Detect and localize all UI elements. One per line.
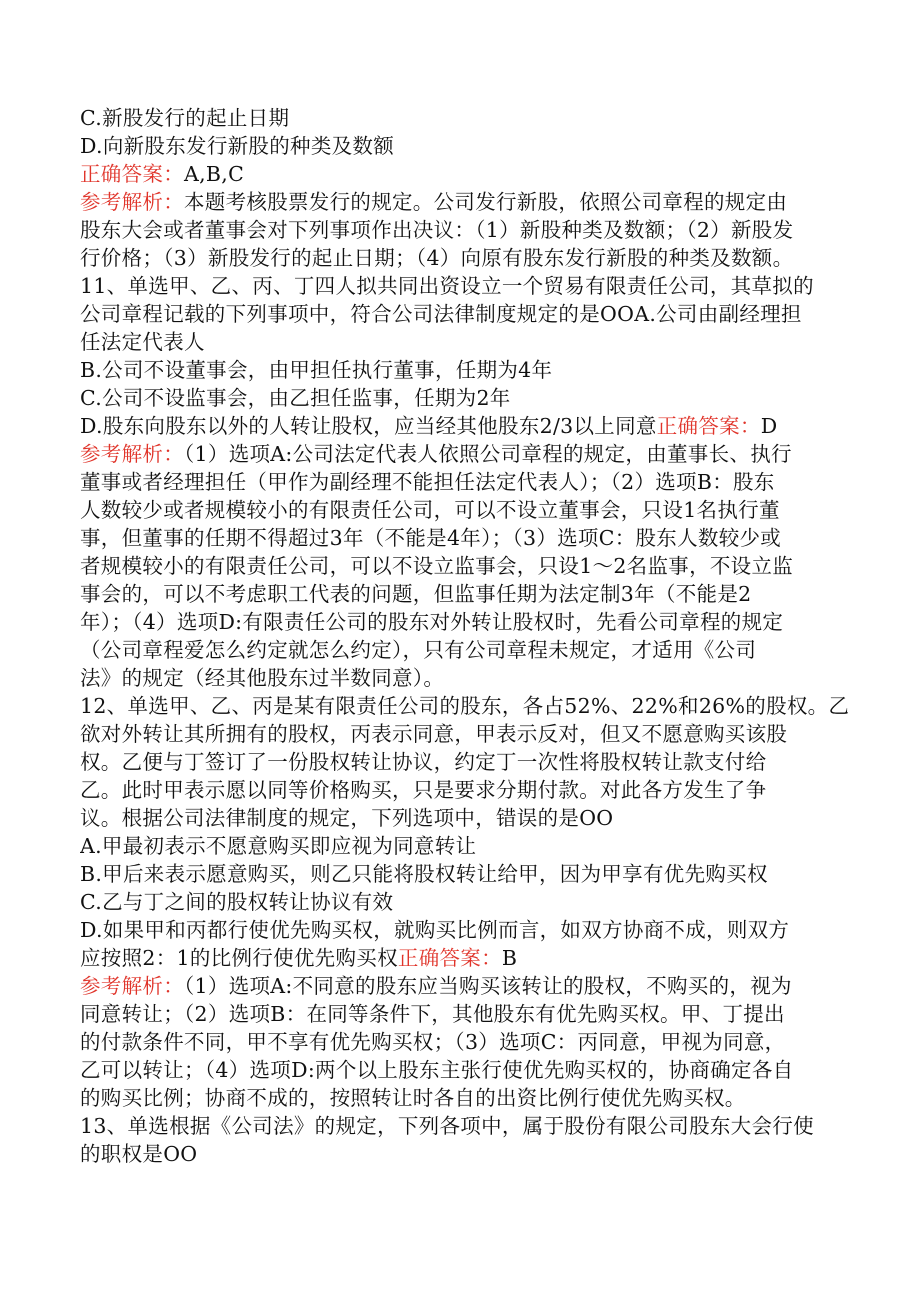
text-line	[80, 132, 856, 160]
text-segment: D.向新股东发行新股的种类及数额	[80, 134, 395, 158]
text-segment: 股东大会或者董事会对下列事项作出决议：（1）新股种类及数额；（2）新股发	[80, 218, 794, 242]
text-line	[80, 608, 856, 636]
text-line	[80, 748, 856, 776]
text-segment: C.公司不设监事会，由乙担任监事，任期为2年	[80, 386, 511, 410]
text-segment: 权。乙便与丁签订了一份股权转让协议，约定丁一次性将股权转让款支付给	[80, 750, 767, 774]
text-segment: C.新股发行的起止日期	[80, 106, 290, 130]
text-segment: B	[501, 946, 518, 970]
text-segment: 人数较少或者规模较小的有限责任公司，可以不设立董事会，只设1名执行董	[80, 498, 780, 522]
text-line	[80, 104, 856, 132]
text-line	[80, 832, 856, 860]
text-line	[80, 888, 856, 916]
text-line	[80, 328, 856, 356]
text-segment: 任法定代表人	[80, 330, 205, 354]
text-line	[80, 384, 856, 412]
answer-label: 参考解析：	[80, 190, 184, 214]
text-segment: 12、单选甲、乙、丙是某有限责任公司的股东，各占52%、22%和26%的股权。乙	[80, 694, 850, 718]
text-line	[80, 580, 856, 608]
text-segment: 乙。此时甲表示愿以同等价格购买，只是要求分期付款。对此各方发生了争	[80, 778, 767, 802]
text-segment: D	[760, 414, 778, 438]
text-segment: 的购买比例；协商不成的，按照转让时各自的出资比例行使优先购买权。	[80, 1086, 746, 1110]
text-segment: 的付款条件不同，甲不享有优先购买权；（3）选项C：丙同意，甲视为同意，	[80, 1030, 786, 1054]
answer-label: 正确答案：	[397, 946, 502, 970]
text-line	[80, 216, 856, 244]
answer-label: 正确答案：	[656, 414, 761, 438]
answer-label: 参考解析：	[80, 974, 184, 998]
text-line	[80, 776, 856, 804]
text-line	[80, 552, 856, 580]
text-line	[80, 664, 856, 692]
answer-label: 正确答案：	[80, 162, 184, 186]
text-segment: 公司章程记载的下列事项中，符合公司法律制度规定的是OOA.公司由副经理担	[80, 302, 802, 326]
text-segment: 应按照2：1的比例行使优先购买权	[80, 946, 398, 970]
text-line	[80, 440, 856, 468]
text-line	[80, 244, 856, 272]
text-line	[80, 1056, 856, 1084]
text-segment: 的职权是OO	[80, 1142, 198, 1166]
text-line	[80, 356, 856, 384]
text-line	[80, 804, 856, 832]
text-line	[80, 1028, 856, 1056]
text-line	[80, 524, 856, 552]
text-segment: 事，但董事的任期不得超过3年（不能是4年）；（3）选项C：股东人数较少或	[80, 526, 782, 550]
text-line	[80, 720, 856, 748]
text-segment: 事会的，可以不考虑职工代表的问题，但监事任期为法定制3年（不能是2	[80, 582, 752, 606]
text-segment: A.甲最初表示不愿意购买即应视为同意转让	[80, 834, 477, 858]
text-line	[80, 160, 856, 188]
text-segment: （1）选项A:不同意的股东应当购买该转让的股权，不购买的，视为	[184, 974, 792, 998]
text-line	[80, 944, 856, 972]
text-line	[80, 636, 856, 664]
text-segment: 同意转让；（2）选项B：在同等条件下，其他股东有优先购买权。甲、丁提出	[80, 1002, 785, 1026]
text-segment: D.如果甲和丙都行使优先购买权，就购买比例而言，如双方协商不成，则双方	[80, 918, 790, 942]
text-segment: 行价格；（3）新股发行的起止日期；（4）向原有股东发行新股的种类及数额。	[80, 246, 794, 270]
text-segment: 议。根据公司法律制度的规定，下列选项中，错误的是OO	[80, 806, 614, 830]
text-segment: 11、单选甲、乙、丙、丁四人拟共同出资设立一个贸易有限责任公司，其草拟的	[80, 274, 814, 298]
text-line	[80, 860, 856, 888]
text-segment: B.公司不设董事会，由甲担任执行董事，任期为4年	[80, 358, 553, 382]
document-body	[80, 104, 856, 1168]
text-line	[80, 916, 856, 944]
text-segment: 本题考核股票发行的规定。公司发行新股，依照公司章程的规定由	[184, 190, 788, 214]
text-line	[80, 1000, 856, 1028]
text-line	[80, 1140, 856, 1168]
text-segment: 乙可以转让；（4）选项D:两个以上股东主张行使优先购买权的，协商确定各自	[80, 1058, 794, 1082]
text-line	[80, 1112, 856, 1140]
text-line	[80, 272, 856, 300]
text-line	[80, 468, 856, 496]
text-segment: 13、单选根据《公司法》的规定，下列各项中，属于股份有限公司股东大会行使	[80, 1114, 814, 1138]
text-line	[80, 412, 856, 440]
text-line	[80, 1084, 856, 1112]
text-segment: 董事或者经理担任（甲作为副经理不能担任法定代表人）；（2）选项B：股东	[80, 470, 775, 494]
text-segment: D.股东向股东以外的人转让股权，应当经其他股东2/3以上同意	[80, 414, 657, 438]
text-line	[80, 692, 856, 720]
text-segment: 欲对外转让其所拥有的股权，丙表示同意，甲表示反对，但又不愿意购买该股	[80, 722, 788, 746]
text-line	[80, 300, 856, 328]
text-segment: A,B,C	[184, 162, 245, 186]
text-line	[80, 496, 856, 524]
text-segment: 者规模较小的有限责任公司，可以不设立监事会，只设1～2名监事，不设立监	[80, 554, 794, 578]
text-segment: B.甲后来表示愿意购买，则乙只能将股权转让给甲，因为甲享有优先购买权	[80, 862, 768, 886]
text-segment: C.乙与丁之间的股权转让协议有效	[80, 890, 394, 914]
text-segment: 年）；（4）选项D:有限责任公司的股东对外转让股权时，先看公司章程的规定	[80, 610, 784, 634]
text-line	[80, 188, 856, 216]
text-segment: （1）选项A:公司法定代表人依照公司章程的规定，由董事长、执行	[184, 442, 792, 466]
answer-label: 参考解析：	[80, 442, 184, 466]
text-segment: 法》的规定（经其他股东过半数同意）。	[80, 666, 445, 690]
text-line	[80, 972, 856, 1000]
text-segment: （公司章程爱怎么约定就怎么约定），只有公司章程未规定，才适用《公司	[80, 638, 757, 662]
